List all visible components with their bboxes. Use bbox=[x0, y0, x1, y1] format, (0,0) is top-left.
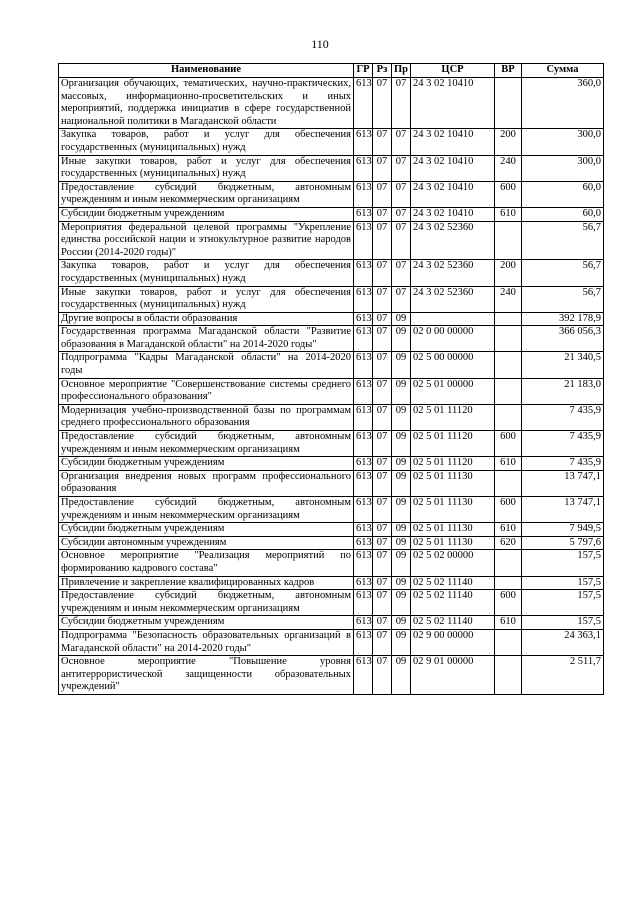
cell-name: Субсидии бюджетным учреждениям bbox=[59, 207, 354, 221]
table-row bbox=[59, 457, 604, 471]
cell-pr: 09 bbox=[392, 457, 411, 471]
cell-csr: 02 5 01 11130 bbox=[411, 497, 495, 523]
cell-pr: 09 bbox=[392, 536, 411, 550]
cell-rz: 07 bbox=[373, 286, 392, 312]
cell-vr bbox=[495, 656, 522, 695]
cell-sum: 157,5 bbox=[522, 576, 604, 590]
cell-name: Мероприятия федеральной целевой программы "Укрепление единства российской нации и этнокультурное развитие народов России (2014-2020 годы)" bbox=[59, 221, 354, 260]
cell-rz: 07 bbox=[373, 616, 392, 630]
cell-csr: 02 5 01 11120 bbox=[411, 404, 495, 430]
cell-csr: 02 5 02 11140 bbox=[411, 576, 495, 590]
cell-name: Закупка товаров, работ и услуг для обеспечения государственных (муниципальных) нужд bbox=[59, 129, 354, 155]
cell-vr: 610 bbox=[495, 523, 522, 537]
column-header-csr: ЦСР bbox=[411, 64, 495, 78]
cell-name: Предоставление субсидий бюджетным, автономным учреждениям и иным некоммерческим организациям bbox=[59, 181, 354, 207]
cell-csr: 02 5 01 11130 bbox=[411, 470, 495, 496]
cell-csr: 24 3 02 52360 bbox=[411, 221, 495, 260]
cell-gr: 613 bbox=[354, 629, 373, 655]
cell-vr bbox=[495, 221, 522, 260]
cell-pr: 07 bbox=[392, 286, 411, 312]
table-row bbox=[59, 260, 604, 286]
cell-name: Основное мероприятие "Реализация мероприятий по формированию кадрового состава" bbox=[59, 550, 354, 576]
cell-gr: 613 bbox=[354, 260, 373, 286]
cell-csr: 02 5 01 00000 bbox=[411, 378, 495, 404]
column-header-pr: Пр bbox=[392, 64, 411, 78]
cell-pr: 09 bbox=[392, 431, 411, 457]
cell-name: Организация обучающих, тематических, научно-практических, массовых, информационно-просветительских и иных мероприятий, поддержка инициатив в сфере государственной национальной политики в Магаданской области bbox=[59, 78, 354, 129]
cell-gr: 613 bbox=[354, 352, 373, 378]
cell-gr: 613 bbox=[354, 431, 373, 457]
cell-sum: 7 435,9 bbox=[522, 457, 604, 471]
cell-sum: 157,5 bbox=[522, 550, 604, 576]
table-row bbox=[59, 470, 604, 496]
cell-pr: 09 bbox=[392, 352, 411, 378]
cell-pr: 07 bbox=[392, 260, 411, 286]
page-number: 110 bbox=[311, 37, 329, 51]
cell-gr: 613 bbox=[354, 590, 373, 616]
budget-table bbox=[58, 63, 604, 695]
table-row bbox=[59, 536, 604, 550]
table-body bbox=[59, 78, 604, 695]
cell-csr: 24 3 02 10410 bbox=[411, 129, 495, 155]
cell-name: Основное мероприятие "Повышение уровня антитеррористической защищенности образовательных учреждений" bbox=[59, 656, 354, 695]
cell-sum: 7 949,5 bbox=[522, 523, 604, 537]
table-row bbox=[59, 523, 604, 537]
cell-pr: 09 bbox=[392, 312, 411, 326]
cell-sum: 5 797,6 bbox=[522, 536, 604, 550]
cell-csr: 02 0 00 00000 bbox=[411, 326, 495, 352]
cell-gr: 613 bbox=[354, 221, 373, 260]
cell-vr bbox=[495, 470, 522, 496]
cell-name: Субсидии бюджетным учреждениям bbox=[59, 457, 354, 471]
cell-rz: 07 bbox=[373, 457, 392, 471]
cell-vr: 200 bbox=[495, 129, 522, 155]
cell-pr: 07 bbox=[392, 207, 411, 221]
cell-rz: 07 bbox=[373, 207, 392, 221]
cell-vr: 620 bbox=[495, 536, 522, 550]
cell-pr: 09 bbox=[392, 404, 411, 430]
cell-pr: 07 bbox=[392, 129, 411, 155]
table-row bbox=[59, 550, 604, 576]
table-row bbox=[59, 497, 604, 523]
cell-gr: 613 bbox=[354, 155, 373, 181]
cell-gr: 613 bbox=[354, 129, 373, 155]
cell-sum: 24 363,1 bbox=[522, 629, 604, 655]
cell-sum: 7 435,9 bbox=[522, 431, 604, 457]
cell-name: Субсидии бюджетным учреждениям bbox=[59, 616, 354, 630]
cell-csr: 02 5 02 11140 bbox=[411, 616, 495, 630]
cell-rz: 07 bbox=[373, 404, 392, 430]
cell-gr: 613 bbox=[354, 656, 373, 695]
cell-pr: 09 bbox=[392, 550, 411, 576]
cell-csr: 02 5 01 11120 bbox=[411, 457, 495, 471]
cell-rz: 07 bbox=[373, 629, 392, 655]
cell-sum: 13 747,1 bbox=[522, 497, 604, 523]
cell-gr: 613 bbox=[354, 326, 373, 352]
table-row bbox=[59, 590, 604, 616]
cell-vr bbox=[495, 576, 522, 590]
cell-rz: 07 bbox=[373, 352, 392, 378]
cell-vr: 600 bbox=[495, 181, 522, 207]
cell-name: Иные закупки товаров, работ и услуг для обеспечения государственных (муниципальных) нужд bbox=[59, 155, 354, 181]
cell-sum: 157,5 bbox=[522, 616, 604, 630]
cell-csr: 02 5 01 11130 bbox=[411, 536, 495, 550]
cell-gr: 613 bbox=[354, 470, 373, 496]
cell-vr: 610 bbox=[495, 457, 522, 471]
table-row bbox=[59, 207, 604, 221]
cell-sum: 300,0 bbox=[522, 155, 604, 181]
cell-pr: 09 bbox=[392, 590, 411, 616]
cell-csr: 02 5 00 00000 bbox=[411, 352, 495, 378]
cell-csr bbox=[411, 312, 495, 326]
cell-name: Подпрограмма "Безопасность образовательных организаций в Магаданской области" на 2014-2020 годы" bbox=[59, 629, 354, 655]
cell-vr bbox=[495, 378, 522, 404]
cell-name: Модернизация учебно-производственной базы по программам среднего профессионального образования bbox=[59, 404, 354, 430]
column-header-sum: Сумма bbox=[522, 64, 604, 78]
cell-sum: 56,7 bbox=[522, 286, 604, 312]
cell-name: Предоставление субсидий бюджетным, автономным учреждениям и иным некоммерческим организациям bbox=[59, 497, 354, 523]
cell-vr: 610 bbox=[495, 616, 522, 630]
table-row bbox=[59, 78, 604, 129]
cell-sum: 392 178,9 bbox=[522, 312, 604, 326]
cell-csr: 02 5 01 11120 bbox=[411, 431, 495, 457]
table-row bbox=[59, 312, 604, 326]
table-row bbox=[59, 431, 604, 457]
cell-rz: 07 bbox=[373, 312, 392, 326]
cell-gr: 613 bbox=[354, 286, 373, 312]
cell-gr: 613 bbox=[354, 523, 373, 537]
cell-pr: 07 bbox=[392, 221, 411, 260]
cell-sum: 300,0 bbox=[522, 129, 604, 155]
cell-name: Предоставление субсидий бюджетным, автономным учреждениям и иным некоммерческим организациям bbox=[59, 431, 354, 457]
cell-csr: 24 3 02 52360 bbox=[411, 286, 495, 312]
cell-gr: 613 bbox=[354, 312, 373, 326]
cell-sum: 56,7 bbox=[522, 221, 604, 260]
column-header-vr: ВР bbox=[495, 64, 522, 78]
cell-vr: 200 bbox=[495, 260, 522, 286]
cell-gr: 613 bbox=[354, 207, 373, 221]
cell-pr: 09 bbox=[392, 470, 411, 496]
table-row bbox=[59, 155, 604, 181]
cell-gr: 613 bbox=[354, 181, 373, 207]
table-row bbox=[59, 286, 604, 312]
cell-vr bbox=[495, 312, 522, 326]
cell-rz: 07 bbox=[373, 523, 392, 537]
cell-sum: 7 435,9 bbox=[522, 404, 604, 430]
cell-gr: 613 bbox=[354, 616, 373, 630]
cell-csr: 02 5 02 11140 bbox=[411, 590, 495, 616]
cell-pr: 09 bbox=[392, 576, 411, 590]
table-row bbox=[59, 576, 604, 590]
cell-sum: 56,7 bbox=[522, 260, 604, 286]
cell-sum: 60,0 bbox=[522, 181, 604, 207]
cell-vr bbox=[495, 629, 522, 655]
cell-rz: 07 bbox=[373, 497, 392, 523]
cell-vr bbox=[495, 326, 522, 352]
cell-sum: 366 056,3 bbox=[522, 326, 604, 352]
table-row bbox=[59, 404, 604, 430]
cell-pr: 07 bbox=[392, 181, 411, 207]
table-row bbox=[59, 378, 604, 404]
cell-pr: 09 bbox=[392, 629, 411, 655]
cell-sum: 13 747,1 bbox=[522, 470, 604, 496]
cell-rz: 07 bbox=[373, 470, 392, 496]
cell-rz: 07 bbox=[373, 326, 392, 352]
table-row bbox=[59, 221, 604, 260]
column-header-gr: ГР bbox=[354, 64, 373, 78]
cell-vr bbox=[495, 550, 522, 576]
cell-name: Предоставление субсидий бюджетным, автономным учреждениям и иным некоммерческим организациям bbox=[59, 590, 354, 616]
table-row bbox=[59, 616, 604, 630]
column-header-rz: Рз bbox=[373, 64, 392, 78]
cell-pr: 09 bbox=[392, 656, 411, 695]
cell-csr: 02 9 01 00000 bbox=[411, 656, 495, 695]
cell-sum: 157,5 bbox=[522, 590, 604, 616]
cell-gr: 613 bbox=[354, 378, 373, 404]
cell-name: Подпрограмма "Кадры Магаданской области" на 2014-2020 годы bbox=[59, 352, 354, 378]
table-row bbox=[59, 181, 604, 207]
cell-vr bbox=[495, 404, 522, 430]
cell-pr: 07 bbox=[392, 78, 411, 129]
cell-gr: 613 bbox=[354, 536, 373, 550]
cell-csr: 24 3 02 10410 bbox=[411, 155, 495, 181]
column-header-name: Наименование bbox=[59, 64, 354, 78]
cell-rz: 07 bbox=[373, 78, 392, 129]
cell-gr: 613 bbox=[354, 497, 373, 523]
cell-vr bbox=[495, 78, 522, 129]
table-row bbox=[59, 326, 604, 352]
cell-pr: 09 bbox=[392, 616, 411, 630]
cell-pr: 07 bbox=[392, 155, 411, 181]
cell-rz: 07 bbox=[373, 656, 392, 695]
cell-rz: 07 bbox=[373, 550, 392, 576]
cell-rz: 07 bbox=[373, 181, 392, 207]
table-row bbox=[59, 129, 604, 155]
cell-pr: 09 bbox=[392, 523, 411, 537]
cell-name: Организация внедрения новых программ профессионального образования bbox=[59, 470, 354, 496]
header-row bbox=[59, 64, 604, 78]
cell-sum: 60,0 bbox=[522, 207, 604, 221]
cell-vr: 240 bbox=[495, 155, 522, 181]
cell-gr: 613 bbox=[354, 550, 373, 576]
cell-rz: 07 bbox=[373, 129, 392, 155]
cell-vr: 600 bbox=[495, 497, 522, 523]
cell-name: Государственная программа Магаданской области "Развитие образования в Магаданской области" на 2014-2020 годы" bbox=[59, 326, 354, 352]
cell-gr: 613 bbox=[354, 78, 373, 129]
cell-name: Субсидии автономным учреждениям bbox=[59, 536, 354, 550]
cell-csr: 24 3 02 10410 bbox=[411, 78, 495, 129]
table-row bbox=[59, 352, 604, 378]
cell-sum: 21 340,5 bbox=[522, 352, 604, 378]
cell-vr bbox=[495, 352, 522, 378]
cell-name: Другие вопросы в области образования bbox=[59, 312, 354, 326]
cell-vr: 600 bbox=[495, 590, 522, 616]
cell-rz: 07 bbox=[373, 155, 392, 181]
table-row bbox=[59, 629, 604, 655]
cell-name: Закупка товаров, работ и услуг для обеспечения государственных (муниципальных) нужд bbox=[59, 260, 354, 286]
cell-vr: 240 bbox=[495, 286, 522, 312]
cell-pr: 09 bbox=[392, 497, 411, 523]
cell-csr: 02 5 01 11130 bbox=[411, 523, 495, 537]
cell-csr: 24 3 02 10410 bbox=[411, 181, 495, 207]
cell-pr: 09 bbox=[392, 378, 411, 404]
cell-rz: 07 bbox=[373, 260, 392, 286]
cell-pr: 09 bbox=[392, 326, 411, 352]
cell-name: Иные закупки товаров, работ и услуг для обеспечения государственных (муниципальных) нужд bbox=[59, 286, 354, 312]
cell-gr: 613 bbox=[354, 576, 373, 590]
cell-name: Субсидии бюджетным учреждениям bbox=[59, 523, 354, 537]
cell-vr: 600 bbox=[495, 431, 522, 457]
cell-name: Основное мероприятие "Совершенствование системы среднего профессионального образования" bbox=[59, 378, 354, 404]
cell-rz: 07 bbox=[373, 536, 392, 550]
cell-name: Привлечение и закрепление квалифицированных кадров bbox=[59, 576, 354, 590]
cell-csr: 02 5 02 00000 bbox=[411, 550, 495, 576]
cell-gr: 613 bbox=[354, 404, 373, 430]
cell-csr: 24 3 02 10410 bbox=[411, 207, 495, 221]
cell-csr: 02 9 00 00000 bbox=[411, 629, 495, 655]
cell-sum: 2 511,7 bbox=[522, 656, 604, 695]
table-row bbox=[59, 656, 604, 695]
cell-rz: 07 bbox=[373, 590, 392, 616]
cell-rz: 07 bbox=[373, 431, 392, 457]
cell-rz: 07 bbox=[373, 576, 392, 590]
cell-sum: 360,0 bbox=[522, 78, 604, 129]
cell-csr: 24 3 02 52360 bbox=[411, 260, 495, 286]
table-header bbox=[59, 64, 604, 78]
cell-rz: 07 bbox=[373, 378, 392, 404]
cell-gr: 613 bbox=[354, 457, 373, 471]
cell-sum: 21 183,0 bbox=[522, 378, 604, 404]
cell-vr: 610 bbox=[495, 207, 522, 221]
cell-rz: 07 bbox=[373, 221, 392, 260]
